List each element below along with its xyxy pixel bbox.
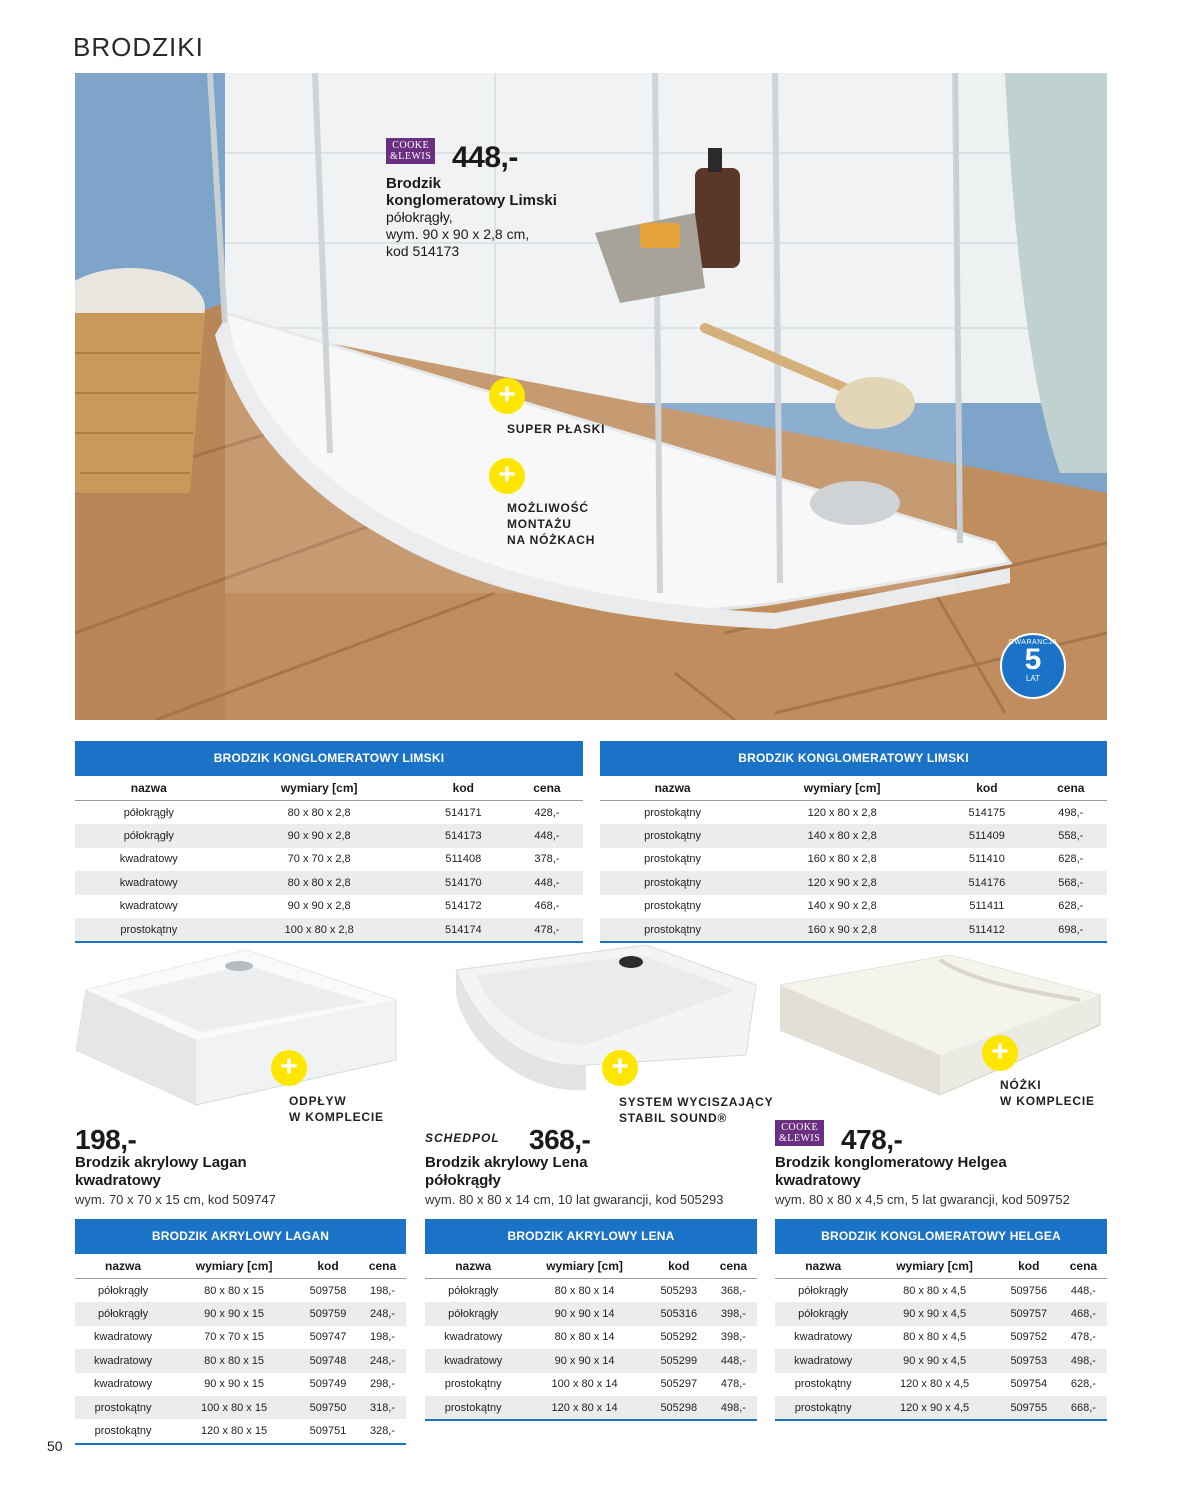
hero-desc-line1: półokrągły, <box>386 209 453 225</box>
table-cell: 248,- <box>359 1349 406 1372</box>
helgea-dims: wym. 80 x 80 x 4,5 cm, 5 lat gwarancji, kod 509752 <box>775 1192 1070 1207</box>
table-cell: 505297 <box>660 1378 698 1391</box>
feature-super-flat <box>507 421 605 437</box>
plus-icon: + <box>489 378 525 414</box>
table-header-row <box>425 1254 757 1279</box>
table-row <box>425 1302 757 1325</box>
table-cell: 140 x 80 x 2,8 <box>745 824 939 847</box>
table-row <box>75 918 583 942</box>
table-cell: 90 x 90 x 15 <box>204 1378 265 1391</box>
table-cell: 90 x 90 x 2,8 <box>287 900 351 913</box>
table-row <box>75 824 583 847</box>
table-row <box>75 1396 406 1419</box>
table-cell: 509748 <box>297 1349 359 1372</box>
warranty-years: 5 <box>1024 643 1042 676</box>
table-row <box>75 1302 406 1325</box>
table-cell: 478,- <box>511 918 583 942</box>
table-cell: 140 x 90 x 2,8 <box>807 900 877 913</box>
table-cell: 668,- <box>1060 1396 1107 1420</box>
table-cell: 511410 <box>968 853 1005 866</box>
table-cell: prostokątny <box>75 918 223 942</box>
brand-line-1: COOKE <box>781 1122 819 1133</box>
table-header-row <box>775 1254 1107 1279</box>
feature-line: MONTAŻU <box>507 517 572 531</box>
table-cell: półokrągły <box>425 1302 521 1325</box>
cooke-lewis-logo <box>775 1120 824 1146</box>
table-cell: 505293 <box>660 1284 698 1297</box>
table-cell: 505292 <box>660 1331 698 1344</box>
table-cell: 698,- <box>1035 918 1107 942</box>
table-lena <box>425 1219 757 1421</box>
table-cell: prostokątny <box>444 1378 502 1391</box>
name-line: Brodzik konglomeratowy Helgea <box>775 1154 1007 1171</box>
table-title: BRODZIK KONGLOMERATOWY LIMSKI <box>600 741 1107 776</box>
table-cell: 511412 <box>939 918 1034 942</box>
lena-price: 368,- <box>529 1124 591 1155</box>
table-row <box>600 801 1107 825</box>
table-cell: 90 x 90 x 14 <box>521 1302 647 1325</box>
hero-name-line2: konglomeratowy Limski <box>386 192 557 209</box>
table-cell: 509758 <box>309 1284 347 1297</box>
table-cell: kwadratowy <box>94 1378 153 1391</box>
cooke-lewis-logo <box>386 138 435 164</box>
col-header: wymiary [cm] <box>871 1254 997 1279</box>
feature-line: NÓŻKI <box>1000 1078 1042 1092</box>
table-header-row <box>600 776 1107 801</box>
table-cell: 448,- <box>511 871 583 894</box>
table-cell: 248,- <box>359 1302 406 1325</box>
table-cell: prostokątny <box>644 806 701 819</box>
table-cell: 398,- <box>720 1331 746 1344</box>
table-cell: 511408 <box>445 853 482 866</box>
table-row <box>600 895 1107 918</box>
table-row <box>775 1326 1107 1349</box>
table-cell: 509757 <box>998 1302 1060 1325</box>
table-cell: 80 x 80 x 14 <box>554 1284 615 1297</box>
feature-line: ODPŁYW <box>289 1094 347 1108</box>
hero-desc-line2: wym. 90 x 90 x 2,8 cm, <box>386 226 530 242</box>
table-helgea <box>775 1219 1107 1421</box>
table-row <box>600 871 1107 894</box>
col-header: cena <box>1060 1254 1107 1279</box>
feature-line: NA NÓŻKACH <box>507 533 596 547</box>
table-title: BRODZIK KONGLOMERATOWY LIMSKI <box>75 741 583 776</box>
table-cell: półokrągły <box>775 1302 871 1325</box>
table-cell: kwadratowy <box>425 1349 521 1372</box>
table-cell: 514171 <box>444 806 482 819</box>
table-cell: 509755 <box>998 1396 1060 1420</box>
plus-icon: + <box>271 1050 307 1086</box>
table-cell: 509751 <box>297 1419 359 1443</box>
table-cell: prostokątny <box>644 853 701 866</box>
table-cell: 628,- <box>1058 853 1084 866</box>
table-cell: 514173 <box>416 824 511 847</box>
feature-stabil-sound <box>619 1094 773 1126</box>
table-row <box>600 824 1107 847</box>
warranty-badge <box>1000 633 1066 699</box>
table-cell: 120 x 90 x 2,8 <box>745 871 939 894</box>
table-cell: 448,- <box>511 824 583 847</box>
table-row <box>425 1349 757 1372</box>
hero-image <box>75 73 1107 720</box>
table-cell: 90 x 90 x 2,8 <box>223 824 416 847</box>
table-cell: 100 x 80 x 15 <box>171 1396 297 1419</box>
table-cell: 498,- <box>710 1396 757 1420</box>
table-cell: 505299 <box>648 1349 710 1372</box>
feature-legs-mounting <box>507 500 595 548</box>
table-cell: 80 x 80 x 15 <box>204 1284 265 1297</box>
table-row <box>775 1302 1107 1325</box>
table-cell: 498,- <box>1060 1349 1107 1372</box>
lena-dims: wym. 80 x 80 x 14 cm, 10 lat gwarancji, kod 505293 <box>425 1192 724 1207</box>
table-cell: 511409 <box>939 824 1034 847</box>
brand-line-2: &LEWIS <box>390 151 432 162</box>
table-row <box>75 1349 406 1372</box>
name-line: kwadratowy <box>775 1172 861 1189</box>
table-cell: 509754 <box>1010 1378 1048 1391</box>
brand-line-2: &LEWIS <box>779 1133 821 1144</box>
table-cell: półokrągły <box>123 806 174 819</box>
hero-name-line1: Brodzik <box>386 175 442 192</box>
helgea-name <box>775 1154 1007 1190</box>
table-cell: 509747 <box>309 1331 347 1344</box>
table-cell: kwadratowy <box>794 1331 853 1344</box>
table-cell: 509749 <box>309 1378 347 1391</box>
table-cell: 428,- <box>534 806 560 819</box>
table-cell: prostokątny <box>75 1396 171 1419</box>
col-header: wymiary [cm] <box>223 776 416 801</box>
col-header: nazwa <box>75 1254 171 1279</box>
table-cell: kwadratowy <box>444 1331 503 1344</box>
table-row <box>75 1373 406 1396</box>
table-cell: 398,- <box>710 1302 757 1325</box>
page-number: 50 <box>47 1438 63 1454</box>
table-title: BRODZIK AKRYLOWY LAGAN <box>75 1219 406 1254</box>
table-cell: 468,- <box>1060 1302 1107 1325</box>
hero-price: 448,- <box>452 141 518 174</box>
table-cell: kwadratowy <box>94 1331 153 1344</box>
table-cell: 628,- <box>1058 900 1084 913</box>
table-cell: prostokątny <box>644 900 701 913</box>
table-cell: 505298 <box>648 1396 710 1420</box>
table-cell: 160 x 80 x 2,8 <box>807 853 877 866</box>
table-cell: 509756 <box>1010 1284 1048 1297</box>
col-header: kod <box>648 1254 710 1279</box>
col-header: nazwa <box>600 776 745 801</box>
table-cell: kwadratowy <box>75 1349 171 1372</box>
col-header: kod <box>939 776 1034 801</box>
feature-line: MOŻLIWOŚĆ <box>507 501 589 515</box>
col-header: wymiary [cm] <box>745 776 939 801</box>
table-cell: 90 x 90 x 15 <box>171 1302 297 1325</box>
feature-line: W KOMPLECIE <box>289 1110 384 1124</box>
name-line: Brodzik akrylowy Lena <box>425 1154 588 1171</box>
plus-icon: + <box>982 1035 1018 1071</box>
table-cell: 80 x 80 x 15 <box>171 1349 297 1372</box>
lagan-name <box>75 1154 247 1190</box>
table-cell: 70 x 70 x 2,8 <box>287 853 351 866</box>
col-header: kod <box>416 776 511 801</box>
table-cell: kwadratowy <box>119 900 178 913</box>
table-cell: prostokątny <box>600 918 745 942</box>
table-cell: 328,- <box>359 1419 406 1443</box>
table-lagan <box>75 1219 406 1445</box>
table-cell: półokrągły <box>448 1284 499 1297</box>
table-cell: półokrągły <box>798 1284 849 1297</box>
table-cell: 90 x 90 x 4,5 <box>871 1349 997 1372</box>
table-cell: 478,- <box>1070 1331 1096 1344</box>
table-cell: 198,- <box>369 1284 396 1297</box>
table-row <box>775 1396 1107 1420</box>
table-cell: 100 x 80 x 2,8 <box>223 918 416 942</box>
table-cell: 198,- <box>369 1331 396 1344</box>
table-cell: prostokątny <box>75 1419 171 1443</box>
table-cell: kwadratowy <box>775 1349 871 1372</box>
table-cell: 568,- <box>1035 871 1107 894</box>
col-header: cena <box>359 1254 406 1279</box>
table-cell: 368,- <box>720 1284 746 1297</box>
table-cell: kwadratowy <box>75 871 223 894</box>
table-header-row <box>75 776 583 801</box>
table-cell: półokrągły <box>75 824 223 847</box>
col-header: wymiary [cm] <box>521 1254 647 1279</box>
feature-legs-included <box>1000 1077 1095 1109</box>
table-limski-1 <box>75 741 583 943</box>
table-cell: prostokątny <box>775 1396 871 1420</box>
table-cell: 509753 <box>998 1349 1060 1372</box>
col-header: wymiary [cm] <box>171 1254 297 1279</box>
warranty-label: GWARANCJA <box>1008 639 1058 646</box>
table-cell: prostokątny <box>600 871 745 894</box>
col-header: kod <box>297 1254 359 1279</box>
table-row <box>75 871 583 894</box>
table-row <box>775 1279 1107 1303</box>
table-limski-2 <box>600 741 1107 943</box>
table-cell: 100 x 80 x 14 <box>551 1378 618 1391</box>
table-cell: prostokątny <box>425 1396 521 1420</box>
hero-description <box>386 175 557 260</box>
warranty-unit: LAT <box>1025 674 1041 683</box>
feature-drain-included <box>289 1093 384 1125</box>
table-title: BRODZIK AKRYLOWY LENA <box>425 1219 757 1254</box>
table-cell: 90 x 90 x 14 <box>521 1349 647 1372</box>
col-header: kod <box>998 1254 1060 1279</box>
name-line: Brodzik akrylowy Lagan <box>75 1154 247 1171</box>
table-cell: 378,- <box>534 853 560 866</box>
shower-tray-illustration <box>75 73 1107 720</box>
table-cell: 509750 <box>297 1396 359 1419</box>
table-cell: 514176 <box>939 871 1034 894</box>
table-row <box>425 1373 757 1396</box>
table-cell: 509752 <box>1010 1331 1048 1344</box>
table-row <box>425 1326 757 1349</box>
lena-name <box>425 1154 588 1190</box>
name-line: półokrągły <box>425 1172 501 1189</box>
table-cell: 514172 <box>444 900 482 913</box>
hero-desc-line3: kod 514173 <box>386 243 460 259</box>
table-cell: 514174 <box>416 918 511 942</box>
table-row <box>75 1279 406 1303</box>
table-title: BRODZIK KONGLOMERATOWY HELGEA <box>775 1219 1107 1254</box>
table-cell: 80 x 80 x 2,8 <box>287 806 351 819</box>
brand-line-1: COOKE <box>392 140 430 151</box>
table-cell: 511411 <box>969 900 1005 913</box>
table-cell: 120 x 80 x 15 <box>171 1419 297 1443</box>
table-cell: 90 x 90 x 4,5 <box>871 1302 997 1325</box>
table-cell: 478,- <box>720 1378 746 1391</box>
table-row <box>600 918 1107 942</box>
table-cell: 120 x 90 x 4,5 <box>871 1396 997 1420</box>
helgea-price: 478,- <box>841 1124 903 1155</box>
table-cell: 498,- <box>1058 806 1084 819</box>
table-cell: 160 x 90 x 2,8 <box>745 918 939 942</box>
section-title: BRODZIKI <box>73 32 204 62</box>
table-cell: prostokątny <box>600 824 745 847</box>
table-cell: 468,- <box>534 900 560 913</box>
lagan-price: 198,- <box>75 1124 137 1155</box>
table-cell: półokrągły <box>75 1302 171 1325</box>
table-row <box>600 848 1107 871</box>
table-cell: 80 x 80 x 2,8 <box>223 871 416 894</box>
table-cell: kwadratowy <box>119 853 178 866</box>
table-cell: 558,- <box>1035 824 1107 847</box>
col-header: nazwa <box>775 1254 871 1279</box>
feature-line: W KOMPLECIE <box>1000 1094 1095 1108</box>
col-header: nazwa <box>75 776 223 801</box>
lena-tray-image <box>446 945 766 1115</box>
col-header: cena <box>511 776 583 801</box>
col-header: cena <box>1035 776 1107 801</box>
table-cell: 120 x 80 x 14 <box>521 1396 647 1420</box>
lagan-dims: wym. 70 x 70 x 15 cm, kod 509747 <box>75 1192 276 1207</box>
table-cell: 298,- <box>369 1378 396 1391</box>
table-cell: 514170 <box>416 871 511 894</box>
table-cell: 628,- <box>1070 1378 1096 1391</box>
table-row <box>75 848 583 871</box>
table-cell: prostokątny <box>794 1378 852 1391</box>
table-cell: 448,- <box>710 1349 757 1372</box>
feature-line: SUPER PŁASKI <box>507 422 606 436</box>
table-cell: 448,- <box>1070 1284 1096 1297</box>
table-cell: 70 x 70 x 15 <box>204 1331 265 1344</box>
table-cell: 80 x 80 x 4,5 <box>903 1284 967 1297</box>
name-line: kwadratowy <box>75 1172 161 1189</box>
table-cell: półokrągły <box>97 1284 149 1297</box>
table-cell: 318,- <box>359 1396 406 1419</box>
table-row <box>425 1396 757 1420</box>
table-cell: 514175 <box>968 806 1006 819</box>
table-row <box>775 1349 1107 1372</box>
table-cell: 509759 <box>297 1302 359 1325</box>
table-row <box>75 1326 406 1349</box>
table-cell: 120 x 80 x 2,8 <box>807 806 877 819</box>
table-row <box>425 1279 757 1303</box>
table-cell: 120 x 80 x 4,5 <box>900 1378 970 1391</box>
col-header: nazwa <box>425 1254 521 1279</box>
schedpol-logo: SCHEDPOL <box>425 1131 500 1145</box>
lagan-tray-image <box>76 940 406 1110</box>
table-cell: 80 x 80 x 4,5 <box>903 1331 967 1344</box>
table-row <box>775 1373 1107 1396</box>
table-row <box>75 801 583 825</box>
table-row <box>75 895 583 918</box>
table-row <box>75 1419 406 1443</box>
feature-line: STABIL SOUND® <box>619 1111 728 1125</box>
feature-line: SYSTEM WYCISZAJĄCY <box>619 1095 774 1109</box>
plus-icon: + <box>602 1050 638 1086</box>
table-header-row <box>75 1254 406 1279</box>
table-cell: 80 x 80 x 14 <box>554 1331 615 1344</box>
table-cell: 505316 <box>648 1302 710 1325</box>
plus-icon: + <box>489 458 525 494</box>
col-header: cena <box>710 1254 757 1279</box>
